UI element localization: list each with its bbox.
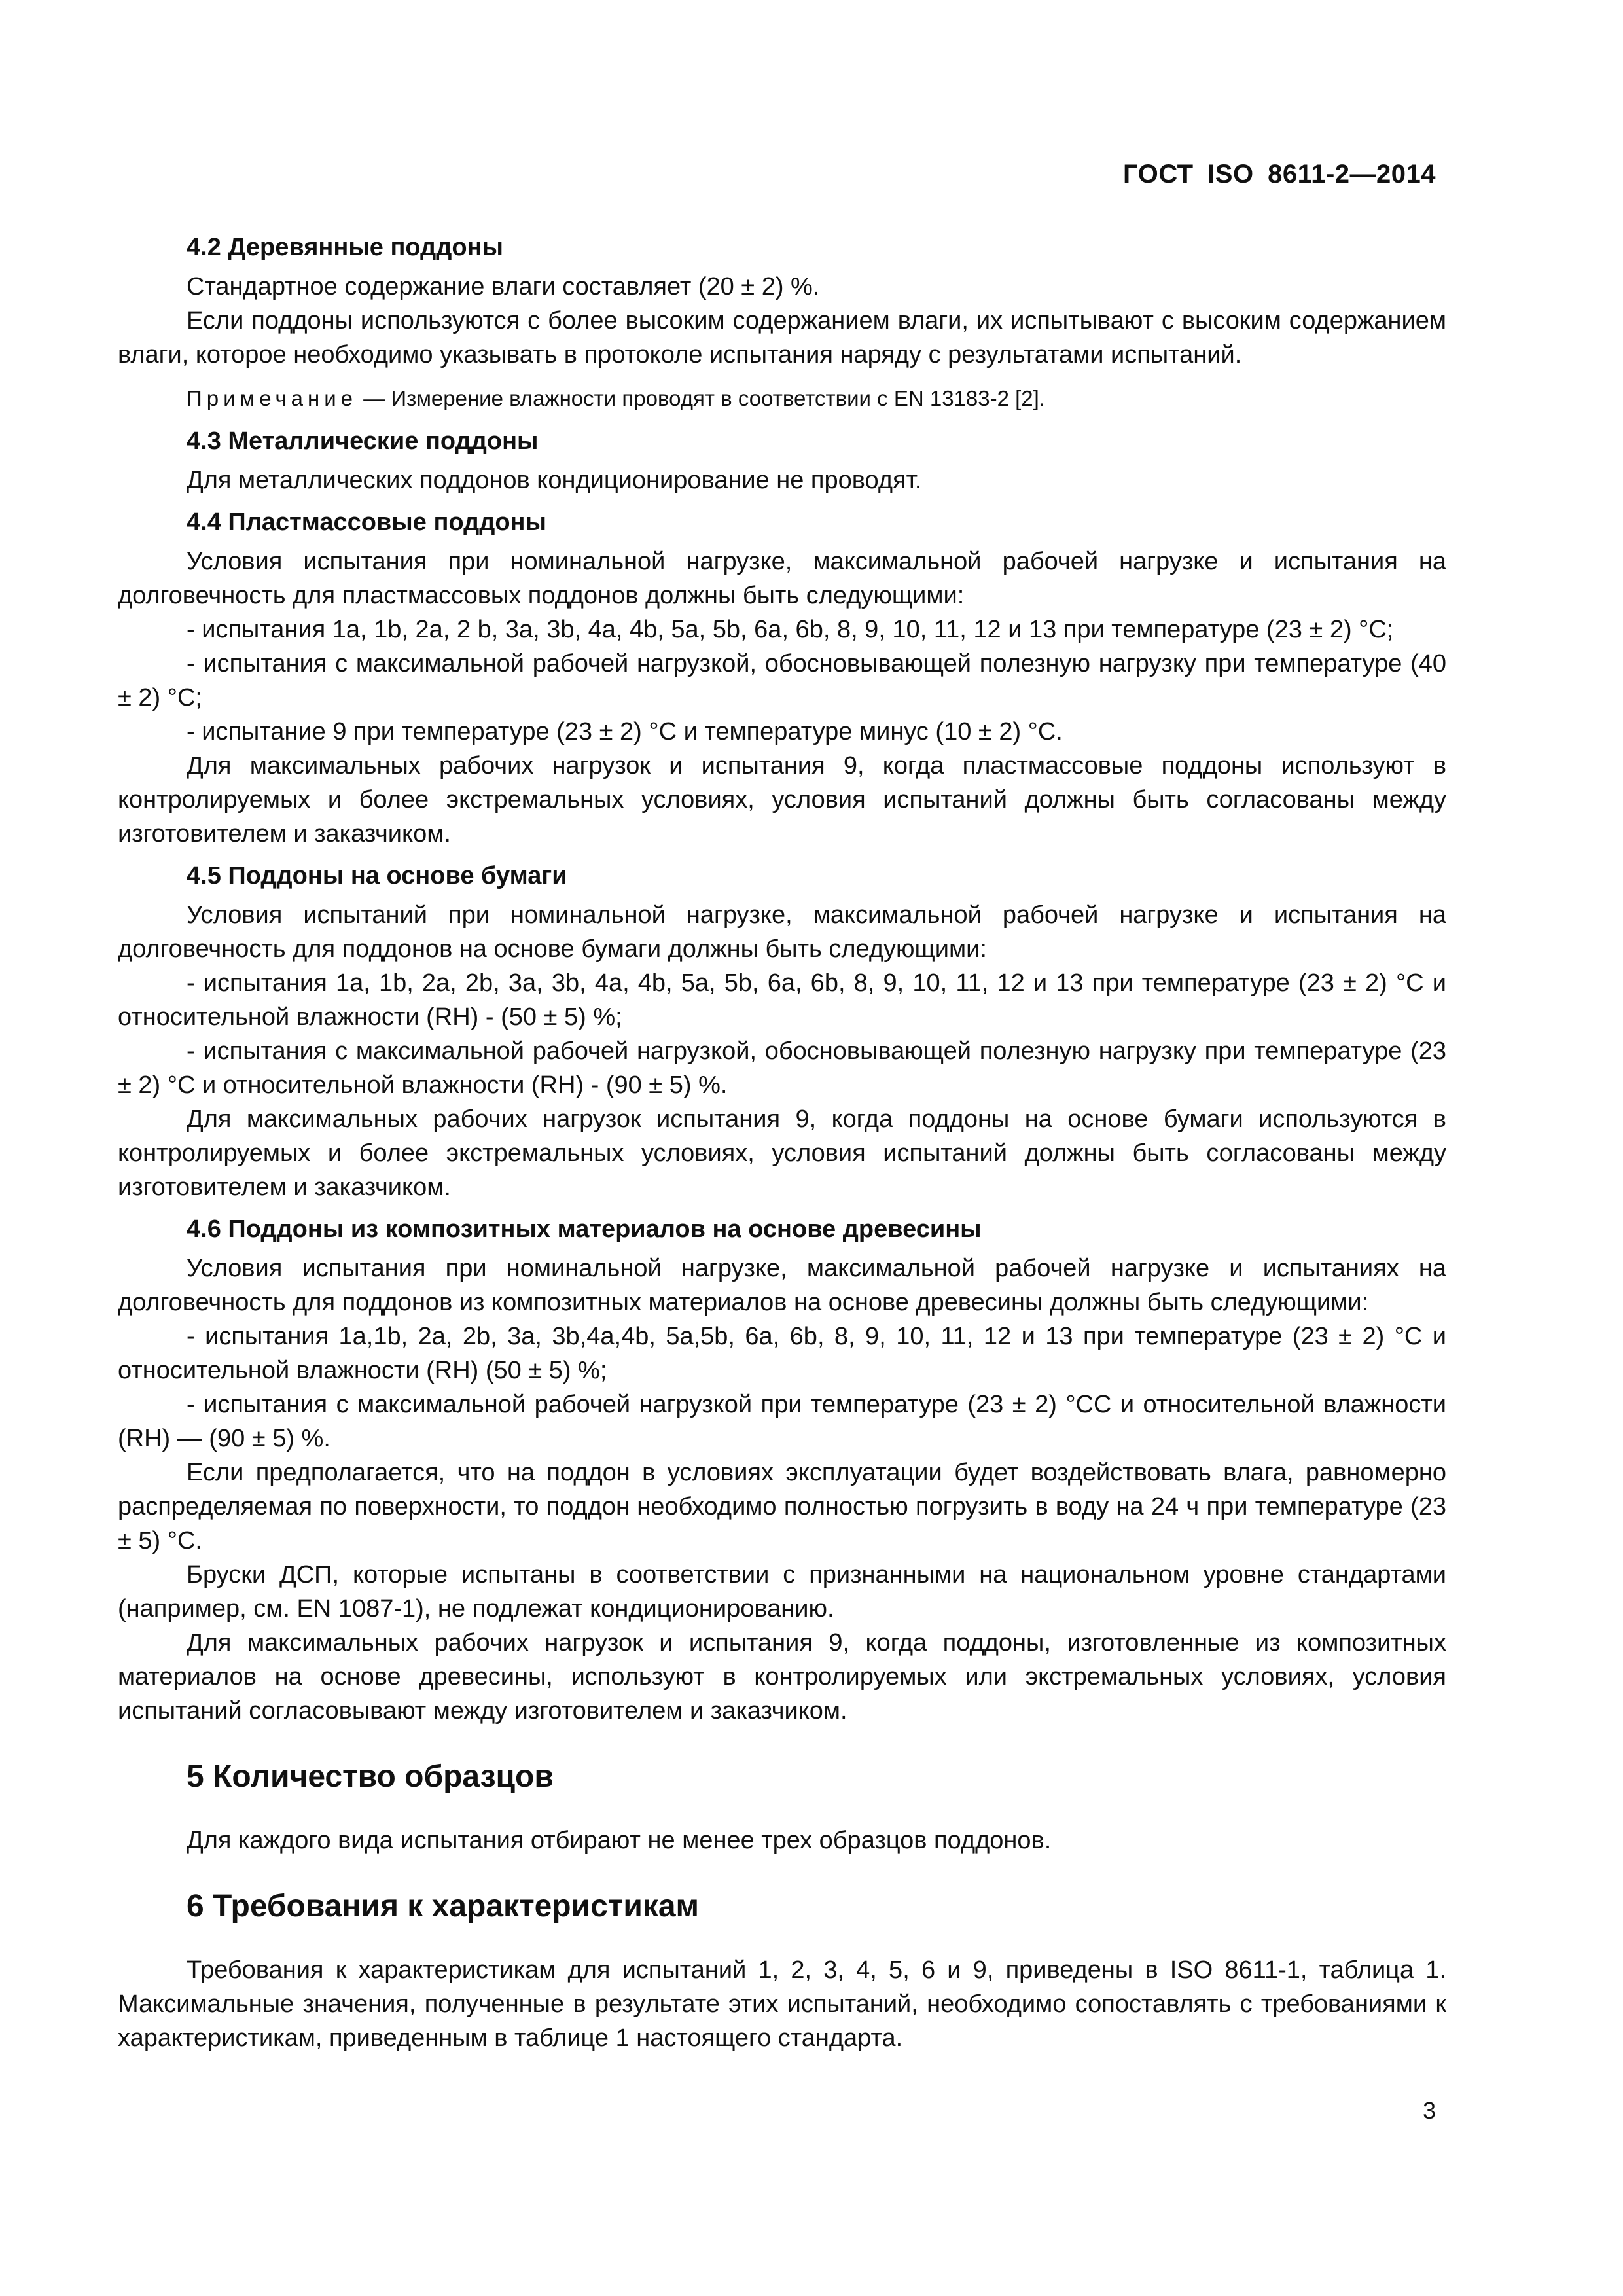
list-item: - испытания 1a, 1b, 2a, 2 b, 3a, 3b, 4a, 4b, 5a, 5b, 6a, 6b, 8, 9, 10, 11, 12 и 13 при температуре (23 ± 2) °С;: [187, 616, 1394, 643]
paragraph: Для каждого вида испытания отбирают не менее трех образцов поддонов.: [187, 1827, 1052, 1854]
note: [118, 382, 1446, 415]
section-4-2-heading: 4.2 Деревянные поддоны: [187, 234, 503, 261]
note-lead: Примечание: [187, 386, 358, 410]
paragraph: Требования к характеристикам для испытаний 1, 2, 3, 4, 5, 6 и 9, приведены в ISO 8611-1, таблица 1. Максимальные значения, полученные в результате этих испытаний, необходимо сопоставлять с требованиями к характеристикам, приведенным в таблице 1 настоящего стандарта.: [118, 1956, 1446, 2052]
document-header: ГОСТ ISO 8611-2—2014: [1122, 160, 1436, 188]
section-4-3-heading: 4.3 Металлические поддоны: [187, 427, 539, 455]
paragraph: Если поддоны используются с более высоким содержанием влаги, их испытывают с высоким содержанием влаги, которое необходимо указывать в протоколе испытания наряду с результатами испытаний.: [118, 307, 1446, 368]
list-item: - испытания с максимальной рабочей нагрузкой, обосновывающей полезную нагрузку при температуре (40 ± 2) °С;: [118, 650, 1446, 711]
paragraph: Для металлических поддонов кондиционирование не проводят.: [187, 467, 922, 494]
paragraph: Бруски ДСП, которые испытаны в соответствии с признанными на национальном уровне стандартами (например, см. EN 1087-1), не подлежат кондиционированию.: [118, 1561, 1446, 1623]
page-number: 3: [1422, 2097, 1436, 2124]
section-4-4-heading: 4.4 Пластмассовые поддоны: [187, 509, 546, 536]
list-item: - испытания с максимальной рабочей нагрузкой, обосновывающей полезную нагрузку при температуре (23 ± 2) °С и относительной влажности (RH) - (90 ± 5) %.: [118, 1037, 1446, 1099]
note-text: — Измерение влажности проводят в соответствии с EN 13183-2 [2].: [357, 386, 1045, 410]
list-item: - испытания с максимальной рабочей нагрузкой при температуре (23 ± 2) °СС и относительной влажности (RH) — (90 ± 5) %.: [118, 1391, 1446, 1452]
section-6-heading: 6 Требования к характеристикам: [187, 1889, 700, 1924]
list-item: - испытание 9 при температуре (23 ± 2) °С и температуре минус (10 ± 2) °С.: [187, 718, 1063, 745]
list-item: - испытания 1a, 1b, 2a, 2b, 3a, 3b, 4a, 4b, 5a, 5b, 6a, 6b, 8, 9, 10, 11, 12 и 13 при температуре (23 ± 2) °С и относительной влажности (RH) - (50 ± 5) %;: [118, 969, 1446, 1031]
paragraph: Если предполагается, что на поддон в условиях эксплуатации будет воздействовать влага, равномерно распределяемая по поверхности, то поддон необходимо полностью погрузить в воду на 24 ч при температуре (23 ± 5) °С.: [118, 1459, 1446, 1554]
document-body: [118, 229, 1446, 2055]
paragraph: Условия испытания при номинальной нагрузке, максимальной рабочей нагрузке и испытаниях на долговечность для поддонов из композитных материалов на основе древесины должны быть следующими:: [118, 1255, 1446, 1316]
paragraph: Условия испытаний при номинальной нагрузке, максимальной рабочей нагрузке и испытания на долговечность для поддонов на основе бумаги должны быть следующими:: [118, 901, 1446, 963]
paragraph: Для максимальных рабочих нагрузок испытания 9, когда поддоны на основе бумаги используются в контролируемых и более экстремальных условиях, условия испытаний должны быть согласованы между изготовителем и заказчиком.: [118, 1105, 1446, 1201]
paragraph: Условия испытания при номинальной нагрузке, максимальной рабочей нагрузке и испытания на долговечность для пластмассовых поддонов должны быть следующими:: [118, 548, 1446, 609]
section-4-6-heading: 4.6 Поддоны из композитных материалов на основе древесины: [187, 1215, 982, 1243]
list-item: - испытания 1a,1b, 2a, 2b, 3a, 3b,4a,4b, 5a,5b, 6a, 6b, 8, 9, 10, 11, 12 и 13 при температуре (23 ± 2) °С и относительной влажности (RH) (50 ± 5) %;: [118, 1323, 1446, 1384]
section-5-heading: 5 Количество образцов: [187, 1759, 554, 1794]
section-4-5-heading: 4.5 Поддоны на основе бумаги: [187, 862, 567, 889]
paragraph: Для максимальных рабочих нагрузок и испытания 9, когда пластмассовые поддоны используют в контролируемых и более экстремальных условиях, условия испытаний должны быть согласованы между изготовителем и заказчиком.: [118, 752, 1446, 848]
paragraph: Стандартное содержание влаги составляет (20 ± 2) %.: [187, 273, 820, 300]
paragraph: Для максимальных рабочих нагрузок и испытания 9, когда поддоны, изготовленные из композитных материалов на основе древесины, используют в контролируемых или экстремальных условиях, условия испытаний согласовывают между изготовителем и заказчиком.: [118, 1629, 1446, 1725]
